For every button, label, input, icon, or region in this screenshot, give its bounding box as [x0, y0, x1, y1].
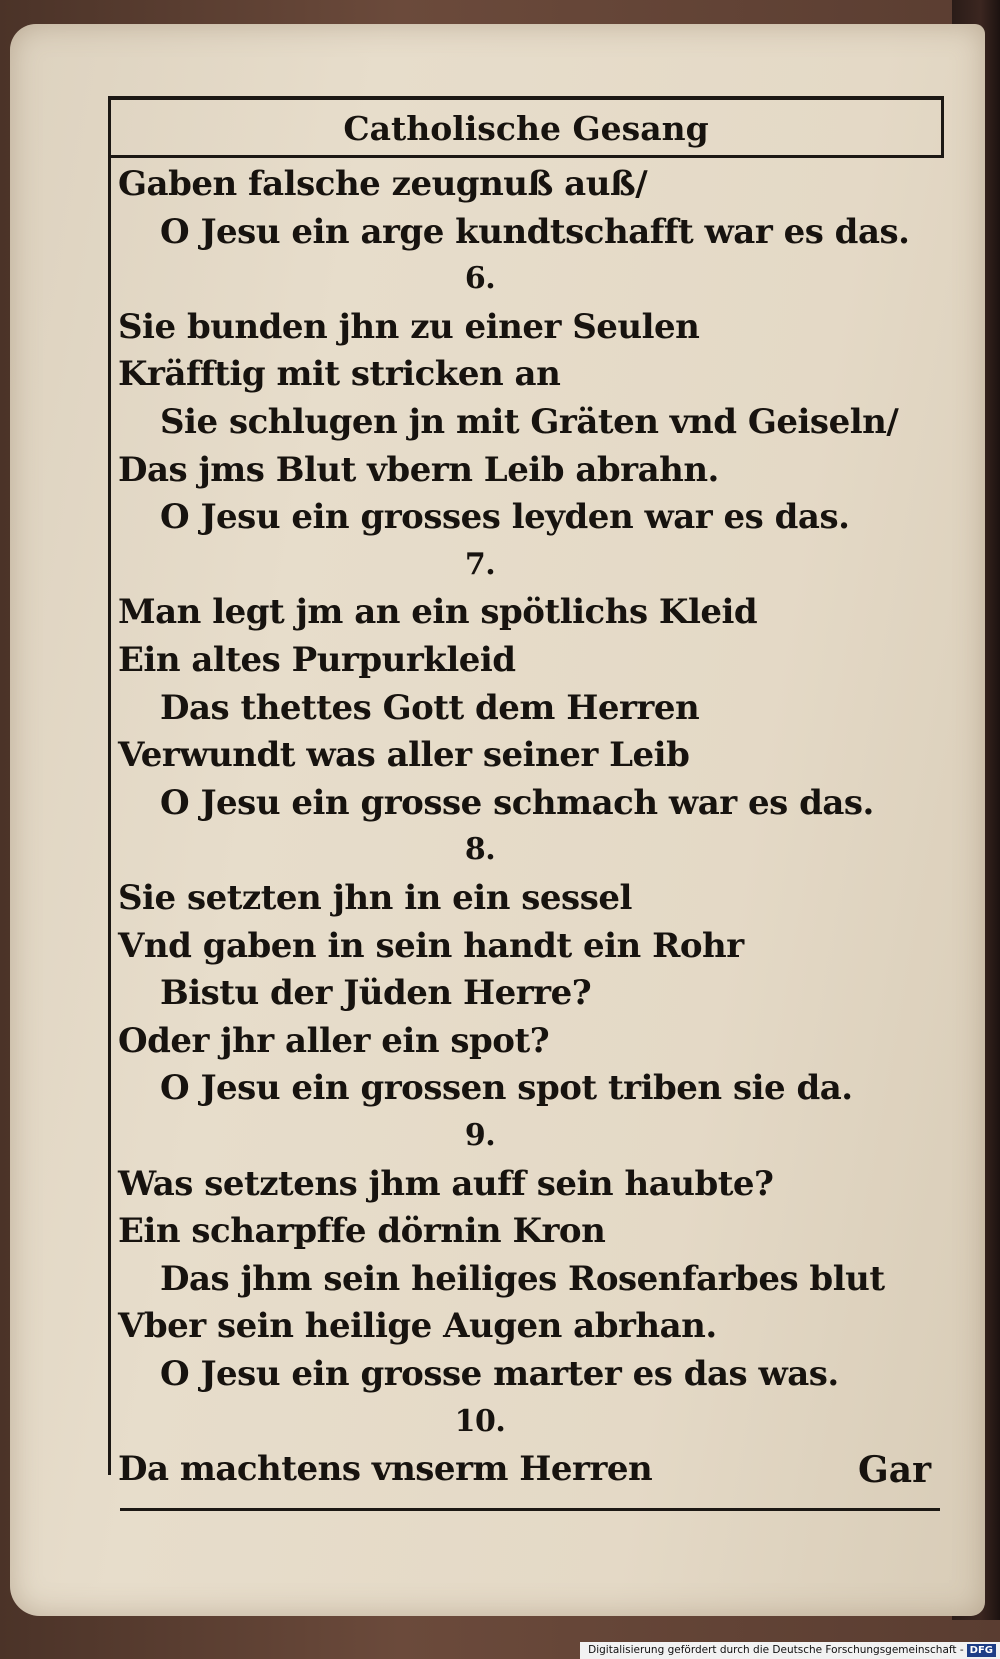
left-margin-rule — [108, 100, 111, 1475]
running-head: Catholische Gesang — [343, 109, 709, 148]
credit-text: Digitalisierung gefördert durch die Deutsche Forschungsgemeinschaft - — [588, 1644, 964, 1656]
digitization-credit — [580, 1642, 1000, 1659]
verse-line: O Jesu ein grosse schmach war es das. — [160, 782, 874, 823]
verse-line: Oder jhr aller ein spot? — [118, 1020, 550, 1061]
verse-line: Bistu der Jüden Herre? — [160, 973, 592, 1014]
verse-line: Gaben falsche zeugnuß auß/ — [118, 164, 648, 204]
verse-line: Sie bunden jhn zu einer Seulen — [118, 306, 700, 347]
verse-line: O Jesu ein grosse marter es das was. — [160, 1354, 839, 1394]
verse-line: Da machtens vnserm Herren — [118, 1449, 653, 1490]
verse-line: Ein scharpffe dörnin Kron — [118, 1211, 606, 1252]
stanza-number: 8. — [464, 832, 496, 868]
verse-line: Kräfftig mit stricken an — [118, 354, 561, 395]
verse-line: Ein altes Purpurkleid — [118, 640, 516, 680]
verse-line: Sie schlugen jn mit Gräten vnd Geiseln/ — [160, 402, 899, 442]
stanza-number: 7. — [464, 546, 496, 582]
stanza-number: 9. — [464, 1118, 496, 1153]
header-rule — [108, 155, 944, 158]
verse-line: Was setztens jhm auff sein haubte? — [118, 1163, 774, 1204]
verse-line: Das jms Blut vbern Leib abrahn. — [118, 449, 719, 490]
verse-line: O Jesu ein grosses leyden war es das. — [160, 497, 850, 538]
catchword: Gar — [858, 1449, 932, 1491]
verse-line: O Jesu ein grossen spot triben sie da. — [160, 1068, 853, 1109]
verse-line: Verwundt was aller seiner Leib — [118, 735, 690, 776]
verse-line: Man legt jm an ein spötlichs Kleid — [118, 592, 758, 633]
verse-line: O Jesu ein arge kundtschafft war es das. — [160, 211, 910, 252]
verse-line: Vber sein heilige Augen abrhan. — [118, 1306, 717, 1347]
stanza-number: 6. — [464, 261, 496, 297]
bottom-rule — [120, 1508, 940, 1511]
verse-line: Das thettes Gott dem Herren — [160, 687, 700, 728]
top-rule — [108, 96, 944, 100]
stanza-number: 10. — [454, 1403, 506, 1439]
verse-line: Das jhm sein heiliges Rosenfarbes blut — [160, 1258, 885, 1299]
dfg-logo: DFG — [967, 1644, 996, 1657]
verse-line: Vnd gaben in sein handt ein Rohr — [118, 925, 744, 966]
verse-line: Sie setzten jhn in ein sessel — [118, 878, 632, 918]
